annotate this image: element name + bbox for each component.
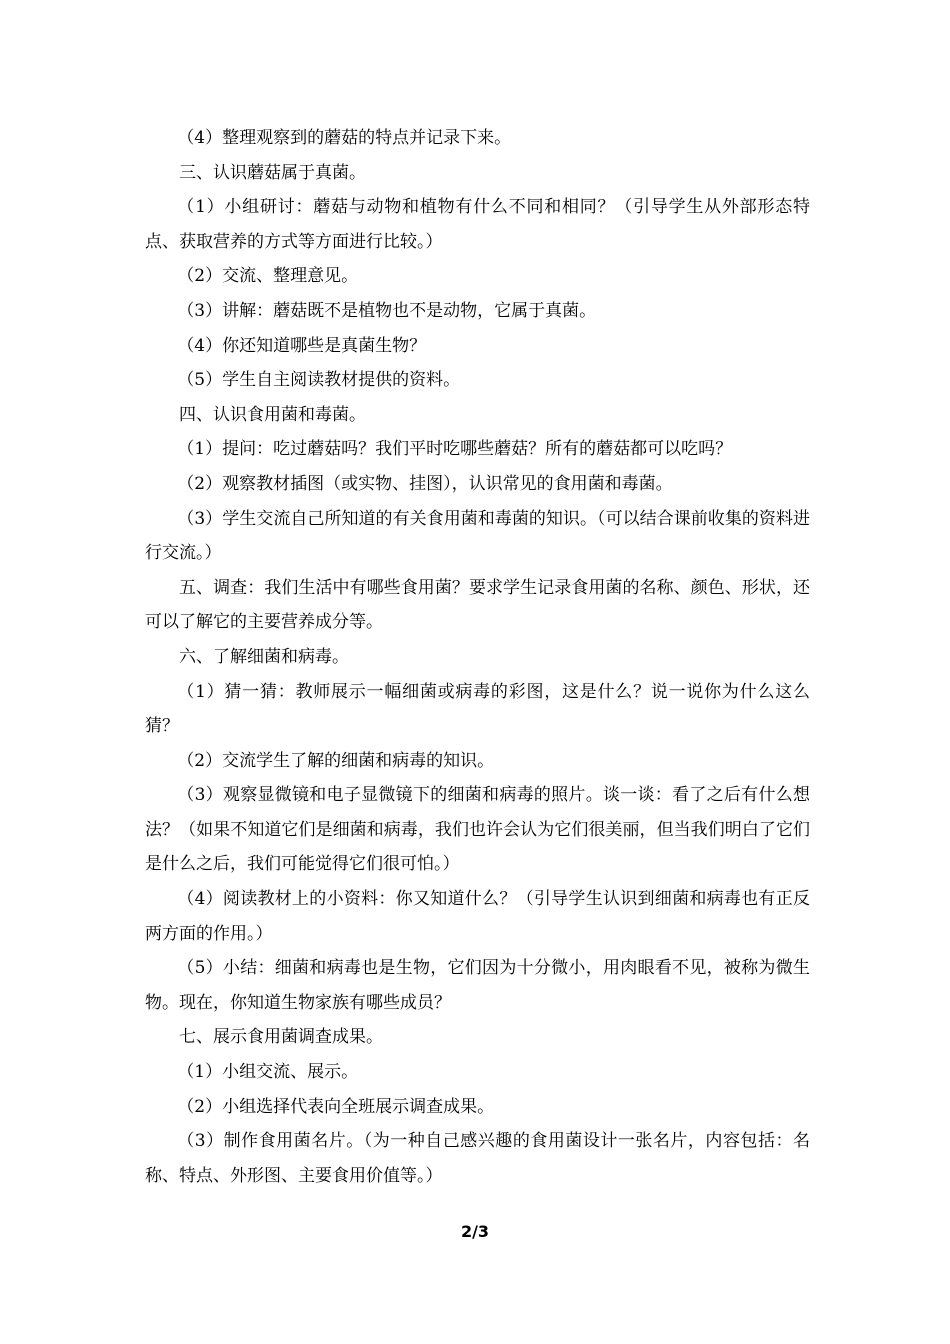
- paragraph: （3）观察显微镜和电子显微镜下的细菌和病毒的照片。谈一谈：看了之后有什么想法？（如果不知道它们是细菌和病毒，我们也许会认为它们很美丽，但当我们明白了它们是什么之后，我们可能觉得它们很可怕。）: [145, 785, 810, 875]
- paragraph: （2）交流、整理意见。: [177, 266, 359, 287]
- page-number: 2/3: [460, 1222, 490, 1241]
- paragraph: （3）学生交流自己所知道的有关食用菌和毒菌的知识。（可以结合课前收集的资料进行交流。）: [145, 508, 810, 564]
- paragraph: （4）整理观察到的蘑菇的特点并记录下来。: [177, 128, 512, 148]
- paragraph: （2）交流学生了解的细菌和病毒的知识。: [177, 750, 495, 771]
- section-heading: 五、调查：我们生活中有哪些食用菌？要求学生记录食用菌的名称、颜色、形状，还可以了解它的主要营养成分等。: [145, 577, 810, 633]
- paragraph: （4）阅读教材上的小资料：你又知道什么？（引导学生认识到细菌和病毒也有正反两方面的作用。）: [145, 889, 810, 944]
- paragraph: （3）制作食用菌名片。（为一种自己感兴趣的食用菌设计一张名片，内容包括：名称、特点、外形图、主要食用价值等。）: [145, 1131, 810, 1186]
- paragraph: （1）猜一猜：教师展示一幅细菌或病毒的彩图，这是什么？说一说你为什么这么猜？: [145, 681, 810, 737]
- paragraph: （2）观察教材插图（或实物、挂图），认识常见的食用菌和毒菌。: [177, 473, 673, 494]
- section-heading: 六、了解细菌和病毒。: [179, 646, 349, 667]
- paragraph: （2）小组选择代表向全班展示调查成果。: [177, 1096, 495, 1117]
- paragraph: （1）小组交流、展示。: [177, 1062, 359, 1083]
- paragraph: （3）讲解：蘑菇既不是植物也不是动物，它属于真菌。: [177, 300, 597, 321]
- section-heading: 三、认识蘑菇属于真菌。: [179, 162, 366, 183]
- paragraph: （5）学生自主阅读教材提供的资料。: [177, 370, 461, 391]
- paragraph: （1）小组研讨：蘑菇与动物和植物有什么不同和相同？（引导学生从外部形态特点、获取营养的方式等方面进行比较。）: [145, 197, 810, 252]
- paragraph: （1）提问：吃过蘑菇吗？我们平时吃哪些蘑菇？所有的蘑菇都可以吃吗？: [177, 439, 733, 460]
- section-heading: 四、认识食用菌和毒菌。: [179, 404, 366, 425]
- paragraph: （4）你还知道哪些是真菌生物？: [177, 335, 427, 356]
- section-heading: 七、展示食用菌调查成果。: [179, 1027, 383, 1048]
- paragraph: （5）小结：细菌和病毒也是生物，它们因为十分微小，用肉眼看不见，被称为微生物。现在，你知道生物家族有哪些成员？: [145, 958, 810, 1013]
- document-body: [145, 121, 810, 1193]
